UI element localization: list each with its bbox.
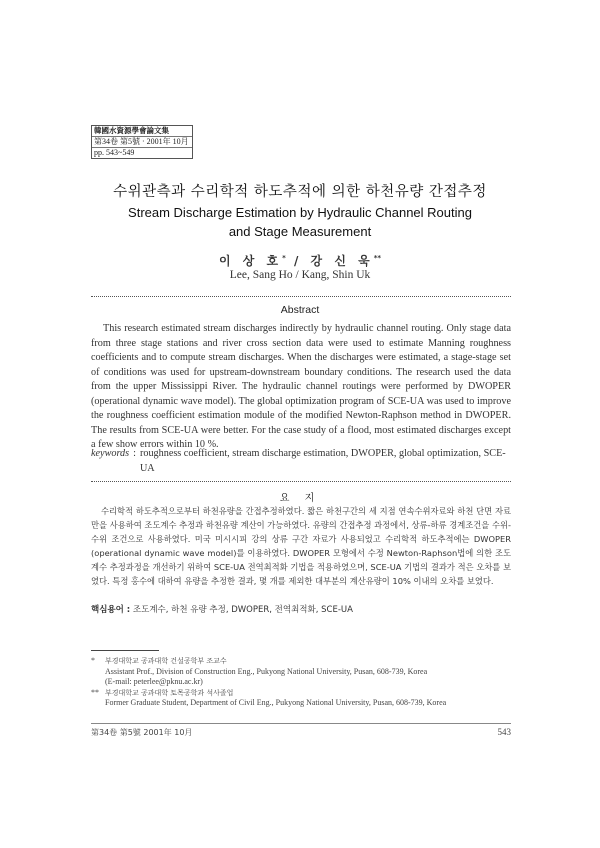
author-1-mark: * — [282, 254, 286, 262]
journal-volume: 第34卷 第5號 · 2001年 10月 — [92, 137, 192, 148]
author-2-mark: ** — [373, 254, 382, 262]
keywords-label: keywords — [91, 448, 130, 459]
divider-middle — [91, 481, 511, 482]
korean-keywords-text: 조도계수, 하천 유량 추정, DWOPER, 전역최적화, SCE-UA — [132, 605, 353, 615]
journal-info-box — [91, 125, 193, 159]
footnote-2-korean: 부경대학교 공과대학 토목공학과 석사졸업 — [105, 688, 234, 697]
keywords-separator: : — [133, 448, 136, 459]
title-english-line1: Stream Discharge Estimation by Hydraulic Channel Routing — [128, 205, 472, 220]
footnote-1-korean: 부경대학교 공과대학 건설공학부 조교수 — [105, 657, 227, 665]
author-1-korean: 이 상 호 — [218, 254, 283, 268]
footnote-2 — [91, 688, 521, 709]
title-korean: 수위관측과 수리학적 하도추적에 의한 하천유량 간접추정 — [113, 184, 487, 200]
footnote-1-mark: * — [91, 656, 95, 665]
keywords-block — [91, 447, 511, 476]
abstract-body — [91, 322, 511, 453]
footnote-rule — [91, 650, 159, 651]
footnote-1-english: Assistant Prof., Division of Construction Eng., Pukyong National University, Pusan, 608-739, Korea — [105, 666, 428, 676]
footer-rule — [91, 723, 511, 724]
divider-top — [91, 296, 511, 297]
summary-heading: 요 지 — [279, 493, 321, 504]
summary-body — [91, 505, 511, 588]
footnote-1-email: (E-mail: peterlee@pknu.ac.kr) — [105, 677, 203, 686]
footnote-2-english: Former Graduate Student, Department of Civil Eng., Pukyong National University, Pusan, 608-739, Korea — [105, 698, 447, 707]
keywords-text: roughness coefficient, stream discharge estimation, DWOPER, global optimization, SCE-UA — [139, 448, 506, 474]
korean-keywords — [91, 603, 511, 615]
footnote-2-mark: ** — [91, 687, 99, 697]
footnote-1 — [91, 656, 521, 688]
authors-korean — [0, 252, 600, 269]
author-separator: / — [285, 254, 311, 268]
abstract-text: This research estimated stream discharges indirectly by hydraulic channel routing. Only stage data from three stage stations and river cross section data were used to estimate Manning roughness coefficients and to compute stream discharges. When the discharges were estimated, a stage-stage set of conditions was used for upstream-downstream boundary conditions. The research used the data from the upper Mississippi River. The hydraulic channel routings were performed by DWOPER (operational dynamic wave model). The global optimization program of SCE-UA was used to improve the roughness coefficient estimation module of the modified Newton-Raphson method in DWOPER. The results from SCE-UA were better. For the case study of a flood, most estimated discharges except a few show errors within 10 %. — [91, 323, 511, 450]
footer-journal-issue: 第34卷 第5號 2001年 10月 — [91, 728, 193, 737]
title-english-line2: and Stage Measurement — [228, 224, 372, 239]
abstract-heading: Abstract — [280, 304, 320, 316]
journal-pages: pp. 543~549 — [94, 148, 135, 157]
footnotes — [91, 656, 521, 709]
summary-text: 수리학적 하도추적으로부터 하천유량을 간접추정하였다. 짧은 하천구간의 세 지점 연속수위자료와 하천 단면 자료만을 사용하여 조도계수 추정과 하천유량 계산이 가능하였다. 유량의 간접추정 과정에서, 상류-하류 경계조건을 수위-수위 조건으로 사용하였다. 미국 미시시피 강의 상류 구간 자료가 사용되었고 수리학적 하도추적에는 DWOPER (operational dynamic wave model)를 이용하였다. DWOPER 모형에서 수정 Newton-Raphson법에 의한 조도계수 추정과정을 개선하기 위하여 SCE-UA 전역최적화 기법을 적용하였으며, SCE-UA 기법의 결과가 적은 오차를 보였다. 특정 홍수에 대하여 유량을 추정한 결과, 몇 개를 제외한 대부분의 계산유량이 10% 이내의 오차를 보였다. — [91, 506, 511, 586]
author-2-korean: 강 신 욱 — [310, 254, 374, 268]
title-english — [0, 203, 600, 241]
korean-keywords-label: 핵심용어 : — [91, 605, 131, 615]
journal-name: 韓國水資源學會論文集 — [92, 126, 192, 137]
authors-english: Lee, Sang Ho / Kang, Shin Uk — [229, 269, 371, 281]
page-number: 543 — [497, 727, 511, 737]
